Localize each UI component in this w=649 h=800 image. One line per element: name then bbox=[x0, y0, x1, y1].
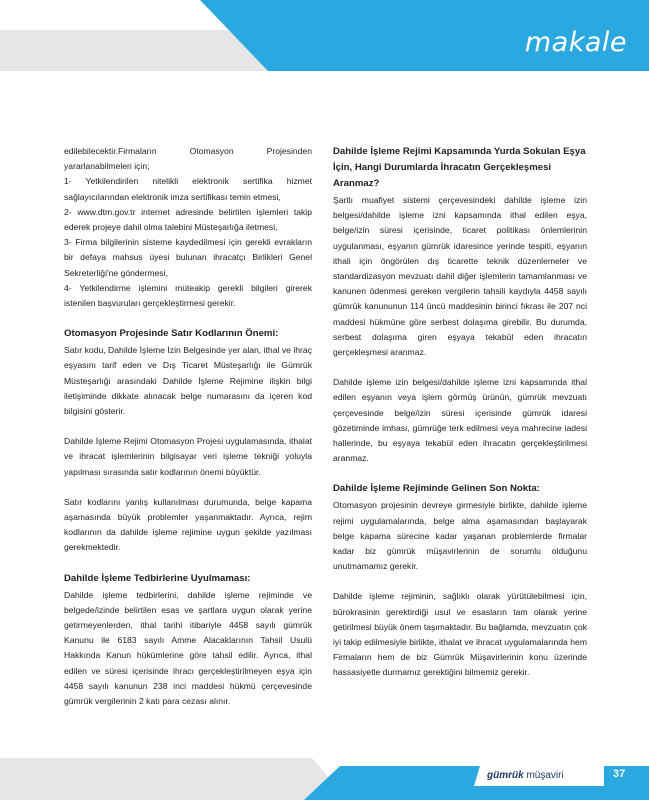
paragraph-gap bbox=[64, 311, 312, 326]
body-paragraph: Dahilde işleme tedbirlerini, dahilde işleme rejiminde ve belgede/izinde belirtilen esas ve şartlara uygun olarak yerine getirmeyenlerden, ithal tarihi itibariyle 4458 sayılı gümrük Kanunu ile 6183 sayılı Amme Alacaklarının Tahsil Usulü Hakkında Kanun hükümlerine göre tahsil edilir. Ayrıca, ithal edilen ve süresi içerisinde ihracı gerçekleştirilmeyen eşya için 4458 sayılı kanunun 238 inci maddesi hükmü çerçevesinde gümrük vergilerinin 2 katı para cezası alınır. bbox=[64, 589, 312, 707]
paragraph-gap bbox=[333, 360, 587, 375]
paragraph-gap bbox=[64, 556, 312, 571]
body-paragraph: Şartlı muafiyet sistemi çerçevesindeki dahilde işleme izin belgesi/dahilde işleme izni kapsamında ithal edilen eşya, belge/izin süresi içerisinde, ticaret politikası önlemlerinin uygulanması, eşyanın gümrük idaresince yerinde tespiti, eşyanın ithali için öngörülen dış ticarette teknik düzenlemeler ve standardizasyon mevzuatı dahil diğer işlemlerin tamamlanması ve kanunen ödenmesi gereken vergilerin tahsili kaydıyla 4458 sayılı gümrük kanununun 114 üncü maddesinin birinci fıkrası ile 207 nci maddesi hükmüne göre serbest dolaşıma girebilir. Bu durumda, serbest dolaşıma giren eşyaya tekabül eden ihracatın gerçekleşmesi aranmaz. bbox=[333, 195, 587, 358]
section-heading: Dahilde İşleme Rejiminde Gelinen Son Nokta: bbox=[333, 483, 540, 495]
section-heading: Otomasyon Projesinde Satır Kodlarının Önemi: bbox=[64, 328, 279, 340]
section-label: makale bbox=[524, 27, 627, 58]
footer-brand-light: müşaviri bbox=[526, 770, 564, 781]
body-paragraph: Satır kodlarını yanlış kullanılması durumunda, belge kapama aşamasında büyük problemler yaşanmaktadır. Ayrıca, rejim kodlarının da dahilde işleme rejimine uygun şekilde yazılması gerekmektedir. bbox=[64, 496, 312, 553]
footer-brand bbox=[487, 770, 564, 781]
body-paragraph: Dahilde işleme izin belgesi/dahilde işleme izni kapsamında ithal edilen eşyanın veya işlem görmüş ürünün, gümrük mevzuatı çerçevesinde belge/izin süresi içerisinde gümrük idaresi gözetiminde imhası, gümrüğe terk edilmesi veya mahrecine iadesi hallerinde, bu eşyaya tekabül eden ihracatın gerçekleştirilmesi aranmaz. bbox=[333, 377, 587, 464]
paragraph-gap bbox=[64, 480, 312, 495]
body-paragraph: Dahilde İşleme Rejimi Otomasyon Projesi uygulamasında, ithalat ve ihracat işlemlerinin bilgisayar veri işleme tekniği yoluyla yapılması sırasında satır kodlarının önemi büyüktür. bbox=[64, 436, 312, 477]
body-paragraph: 3- Firma bilgilerinin sisteme kaydedilmesi için gerekli evrakların bir defaya mahsus üyesi bulunan ihracatçı Birlikleri Genel Sekreterliği'ne göndermesi, bbox=[64, 237, 312, 278]
body-paragraph: 2- www.dtm.gov.tr internet adresinde belirtilen işlemleri takip ederek projeye dahil olma talebini Müsteşarlığa iletmesi, bbox=[64, 206, 312, 233]
body-paragraph: edilebilecektir.Firmaların Otomasyon Projesinden yararlanabilmeleri için; bbox=[64, 146, 312, 172]
paragraph-gap bbox=[333, 466, 587, 481]
body-paragraph: 1- Yetkilendirilen nitelikli elektronik sertifika hizmet sağlayıcılarından elektronik imza sertifikası temin etmesi, bbox=[64, 176, 312, 202]
body-paragraph: Dahilde işleme rejiminin, sağlıklı olarak yürütülebilmesi için, bürokrasinin gerektirdiği usul ve esasların tam olarak yerine getirilmesi büyük önem taşımaktadır. Bu bağlamda, mevzuatın çok iyi takip edilmesiyle birlikte, ithalat ve ihracat uygulamalarında hem Firmaların hem de biz Gümrük Müşavirlerinin konu üzerinde hassasiyetle durmamız gerektiğini bilmemiz gerekir. bbox=[333, 591, 587, 678]
body-paragraph: 4- Yetkilendirme işlemini müteakip gerekli bilgileri girerek istenilen başvuruları gerçekleştirmesi gerekir. bbox=[64, 282, 312, 309]
paragraph-gap bbox=[64, 419, 312, 434]
body-paragraph: Satır kodu, Dahilde İşleme İzin Belgesinde yer alan, ithal ve ihraç eşyasını tarif eden ve Dış Ticaret Müsteşarlığı ile Gümrük Müsteşarlığı arasındaki Dahilde İşleme Rejimine ilişkin bilgi iletişiminde dikkate alınacak belge numarasını da içeren kod bilgisini gösterir. bbox=[64, 345, 312, 417]
section-heading: Dahilde İşleme Rejimi Kapsamında Yurda Sokulan Eşya İçin, Hangi Durumlarda İhracatın Gerçekleşmesi Aranmaz? bbox=[333, 146, 586, 189]
section-heading: Dahilde İşleme Tedbirlerine Uyulmaması: bbox=[64, 572, 251, 584]
body-paragraph: Otomasyon projesinin devreye girmesiyle birlikte, dahilde işleme rejimi uygulamalarında, belge alma aşamasından başlayarak belge kapama sürecine kadar yaşanan problemlerde firmalar kadar biz gümrük müşavirlerinin de sorumlu olduğunu unutmamamız gerekir. bbox=[333, 500, 587, 572]
paragraph-gap bbox=[333, 574, 587, 589]
footer-brand-bold: gümrük bbox=[487, 770, 524, 781]
right-column bbox=[333, 144, 587, 681]
page-number: 37 bbox=[613, 768, 626, 780]
left-column bbox=[64, 144, 312, 709]
